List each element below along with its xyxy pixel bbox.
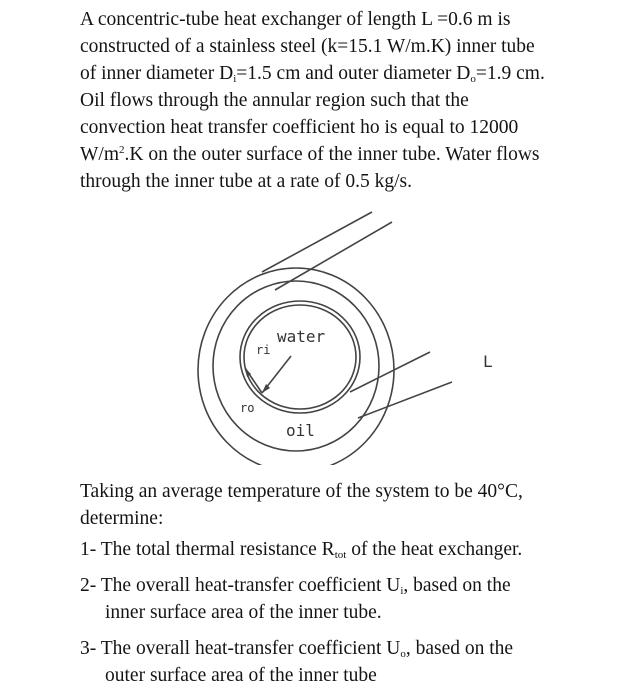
task-line: determine: bbox=[80, 508, 164, 529]
statement-line: $W/m^2.K$ on the outer surface of the inner tube. Water flows bbox=[80, 144, 540, 165]
task-line: Taking an average temperature of the system to be 40°C, bbox=[80, 481, 523, 502]
statement-line: convection heat transfer coefficient ho is equal to 12000 bbox=[80, 117, 519, 138]
outer-tube-top-line bbox=[262, 212, 372, 272]
statement-line: of inner diameter $D_i=1.5$ cm and outer diameter $D_o=1.9$ cm. bbox=[80, 63, 545, 85]
question-3 bbox=[80, 635, 625, 689]
ro-label: ro bbox=[240, 401, 255, 415]
statement-line: Oil flows through the annular region such that the bbox=[80, 90, 469, 111]
question-line: 1- The total thermal resistance $R_{tot}$ of the heat exchanger. bbox=[80, 539, 523, 561]
statement-line: constructed of a stainless steel (k=15.1 W/m.K) inner tube bbox=[80, 36, 535, 57]
problem-statement bbox=[80, 6, 625, 195]
task-intro bbox=[80, 478, 625, 532]
question-line: inner surface area of the inner tube. bbox=[105, 602, 382, 623]
ri-label: ri bbox=[256, 343, 271, 357]
question-1 bbox=[80, 536, 625, 563]
oil-label: oil bbox=[286, 421, 315, 440]
inner-tube-inner-circle bbox=[244, 305, 356, 409]
inner-tube-outer-circle bbox=[240, 301, 360, 413]
inner-tube-bottom-line bbox=[350, 352, 430, 392]
length-label: L bbox=[483, 352, 493, 371]
statement-line: through the inner tube at a rate of 0.5 kg/s. bbox=[80, 171, 412, 192]
question-line: 3- The overall heat-transfer coefficient $U_o$, based on the bbox=[80, 638, 514, 660]
question-line: 2- The overall heat-transfer coefficient $U_i$, based on the bbox=[80, 575, 511, 597]
water-label: water bbox=[277, 327, 326, 346]
question-line: outer surface area of the inner tube bbox=[105, 665, 377, 686]
heat-exchanger-diagram bbox=[0, 200, 643, 465]
statement-line: A concentric-tube heat exchanger of length L =0.6 m is bbox=[80, 9, 511, 30]
question-2 bbox=[80, 572, 625, 626]
